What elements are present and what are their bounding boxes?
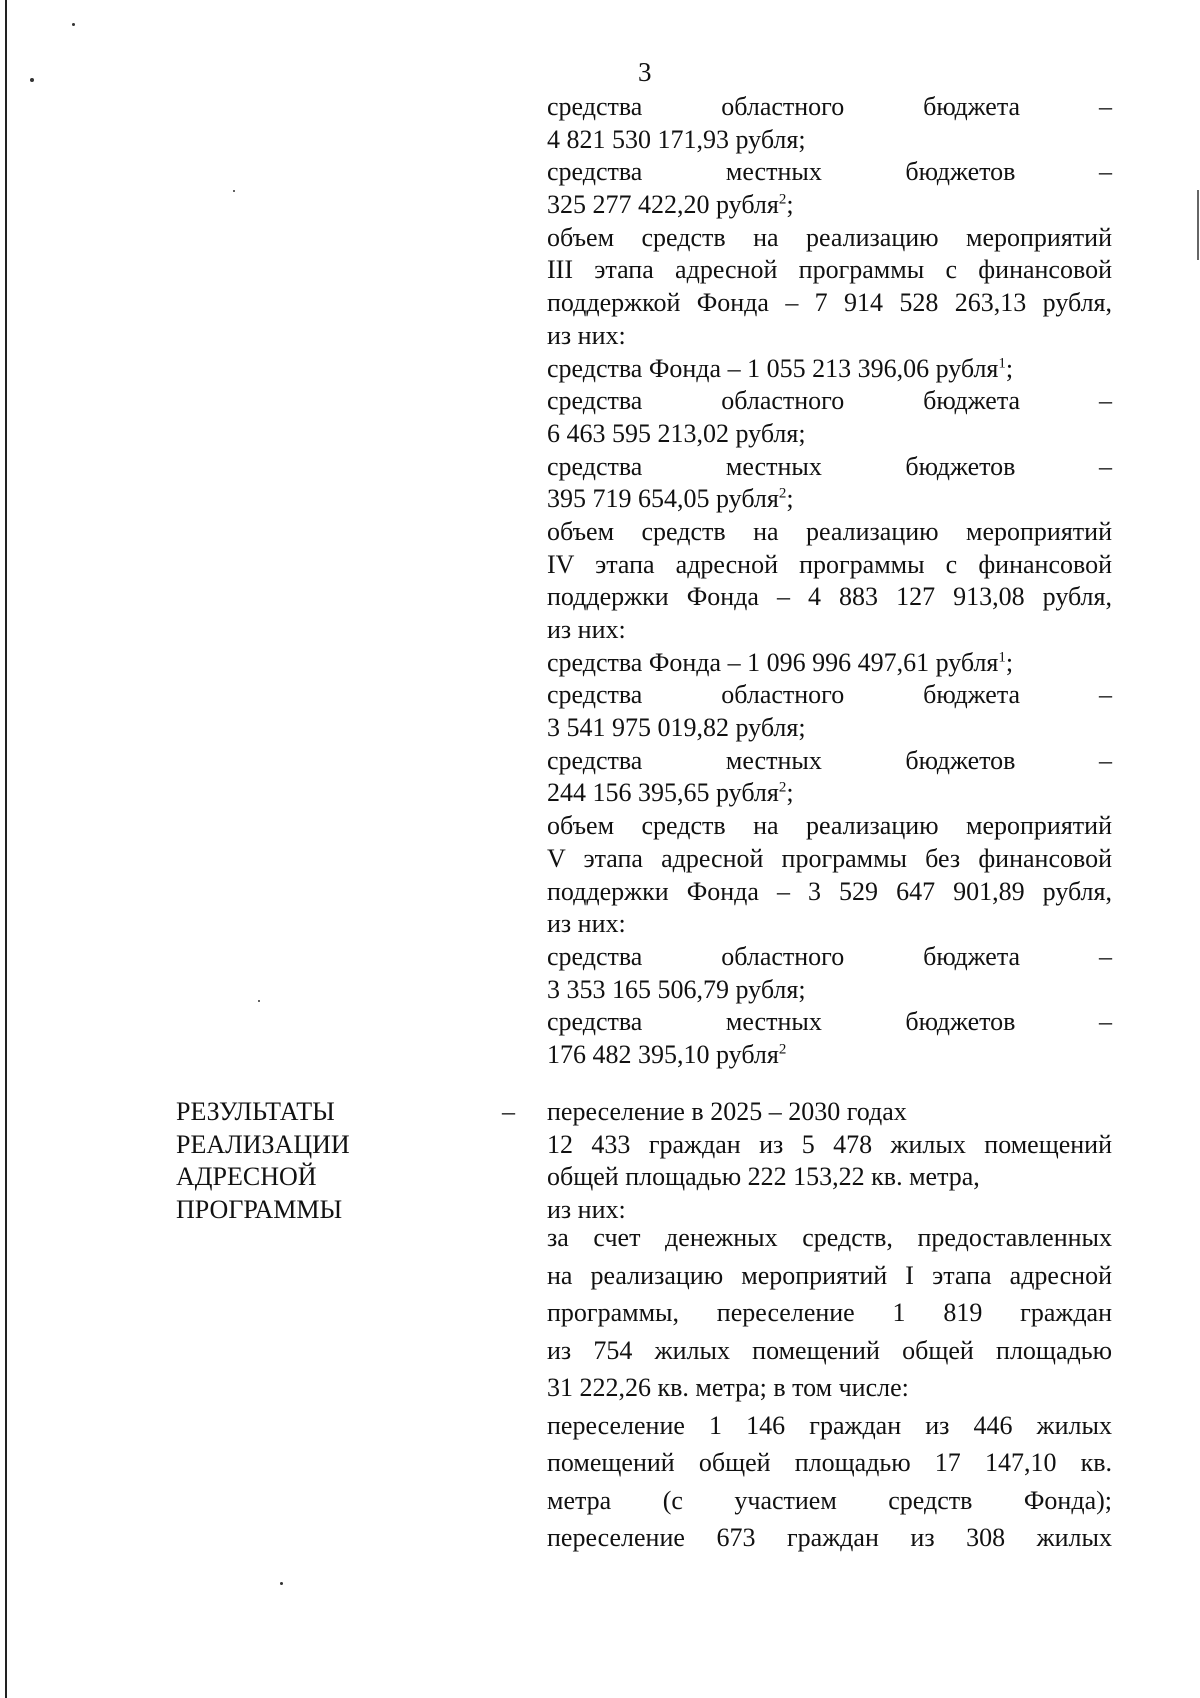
budget-line-text: 395 719 654,05 рубля bbox=[547, 484, 779, 514]
results-heading-line: РЕАЛИЗАЦИИ bbox=[176, 1129, 350, 1159]
scan-speck bbox=[258, 1000, 260, 1002]
semicolon: ; bbox=[786, 484, 794, 514]
budget-line: V этапа адресной программы без финансовой bbox=[547, 843, 1112, 873]
results-line: переселение 1 146 граждан из 446 жилых bbox=[547, 1410, 1112, 1440]
budget-line: объем средств на реализацию мероприятий bbox=[547, 811, 1112, 841]
budget-section bbox=[547, 91, 1112, 1072]
budget-line-with-footnote bbox=[547, 647, 1112, 680]
results-line: из них: bbox=[547, 1195, 626, 1225]
budget-line-text: 325 277 422,20 рубля bbox=[547, 190, 779, 220]
semicolon: ; bbox=[786, 778, 794, 808]
results-line: за счет денежных средств, предоставленных bbox=[547, 1223, 1112, 1252]
budget-line: средства местных бюджетов – bbox=[547, 745, 1112, 775]
footnote-mark: 2 bbox=[778, 1041, 787, 1058]
budget-line-text: средства Фонда – 1 055 213 396,06 рубля bbox=[547, 353, 999, 383]
results-details bbox=[547, 1219, 1112, 1557]
budget-line: средства областного бюджета – bbox=[547, 386, 1112, 416]
budget-line: средства областного бюджета – bbox=[547, 941, 1112, 971]
budget-line-text: средства Фонда – 1 096 996 497,61 рубля bbox=[547, 647, 999, 677]
budget-line: III этапа адресной программы с финансовой bbox=[547, 255, 1112, 285]
semicolon: ; bbox=[786, 190, 794, 220]
budget-line: средства местных бюджетов – bbox=[547, 1007, 1112, 1037]
budget-line: средства областного бюджета – bbox=[547, 92, 1112, 121]
results-line: из 754 жилых помещений общей площадью bbox=[547, 1335, 1112, 1365]
results-line: 31 222,26 кв. метра; в том числе: bbox=[547, 1373, 909, 1402]
results-heading-line: РЕЗУЛЬТАТЫ bbox=[176, 1097, 335, 1126]
footnote-mark: 2 bbox=[778, 191, 787, 208]
budget-line: 3 353 165 506,79 рубля; bbox=[547, 974, 806, 1004]
scan-speck bbox=[30, 78, 34, 82]
budget-line-text: 244 156 395,65 рубля bbox=[547, 778, 779, 808]
results-line: метра (с участием средств Фонда); bbox=[547, 1485, 1112, 1515]
budget-line: 6 463 595 213,02 рубля; bbox=[547, 418, 806, 448]
budget-line: из них: bbox=[547, 909, 626, 939]
budget-line-text: 176 482 395,10 рубля bbox=[547, 1039, 779, 1069]
results-heading-line: АДРЕСНОЙ bbox=[176, 1162, 317, 1192]
budget-line-with-footnote bbox=[547, 353, 1112, 386]
budget-line-with-footnote bbox=[547, 483, 1112, 516]
results-line: общей площадью 222 153,22 кв. метра, bbox=[547, 1162, 980, 1192]
footnote-mark: 1 bbox=[998, 354, 1006, 371]
results-line: на реализацию мероприятий I этапа адресной bbox=[547, 1260, 1112, 1290]
semicolon: ; bbox=[1005, 647, 1014, 677]
budget-line: 4 821 530 171,93 рубля; bbox=[547, 124, 806, 154]
results-line: программы, переселение 1 819 граждан bbox=[547, 1298, 1112, 1327]
scan-edge-left bbox=[5, 0, 7, 1698]
budget-line: объем средств на реализацию мероприятий bbox=[547, 222, 1112, 252]
budget-line: поддержкой Фонда – 7 914 528 263,13 рубля, bbox=[547, 288, 1112, 318]
budget-line: средства областного бюджета – bbox=[547, 680, 1112, 710]
footnote-mark: 2 bbox=[778, 485, 787, 502]
scan-edge-right bbox=[1197, 190, 1199, 260]
budget-line-with-footnote bbox=[547, 1039, 1112, 1072]
budget-line: средства местных бюджетов – bbox=[547, 451, 1112, 481]
results-heading bbox=[176, 1096, 350, 1227]
semicolon: ; bbox=[1005, 353, 1014, 383]
budget-line: средства местных бюджетов – bbox=[547, 157, 1112, 187]
footnote-mark: 1 bbox=[998, 649, 1006, 666]
budget-line: объем средств на реализацию мероприятий bbox=[547, 516, 1112, 546]
results-line: 12 433 граждан из 5 478 жилых помещений bbox=[547, 1129, 1112, 1159]
scan-speck bbox=[72, 23, 75, 26]
budget-line-with-footnote bbox=[547, 189, 1112, 222]
budget-line: из них: bbox=[547, 615, 626, 644]
results-summary bbox=[547, 1096, 1112, 1227]
results-line: переселение 673 граждан из 308 жилых bbox=[547, 1523, 1112, 1552]
budget-line: 3 541 975 019,82 рубля; bbox=[547, 713, 806, 743]
results-line: помещений общей площадью 17 147,10 кв. bbox=[547, 1448, 1112, 1477]
budget-line: IV этапа адресной программы с финансовой bbox=[547, 549, 1112, 579]
budget-line: поддержки Фонда – 3 529 647 901,89 рубля, bbox=[547, 876, 1112, 906]
results-line: переселение в 2025 – 2030 годах bbox=[547, 1097, 907, 1126]
results-heading-line: ПРОГРАММЫ bbox=[176, 1195, 343, 1225]
scan-speck bbox=[233, 190, 235, 192]
budget-line-with-footnote bbox=[547, 777, 1112, 810]
budget-line: поддержки Фонда – 4 883 127 913,08 рубля, bbox=[547, 582, 1112, 612]
results-dash: – bbox=[502, 1097, 515, 1126]
footnote-mark: 2 bbox=[778, 779, 787, 796]
scan-speck bbox=[280, 1582, 283, 1585]
page-number: 3 bbox=[638, 57, 652, 87]
budget-line: из них: bbox=[547, 320, 626, 350]
